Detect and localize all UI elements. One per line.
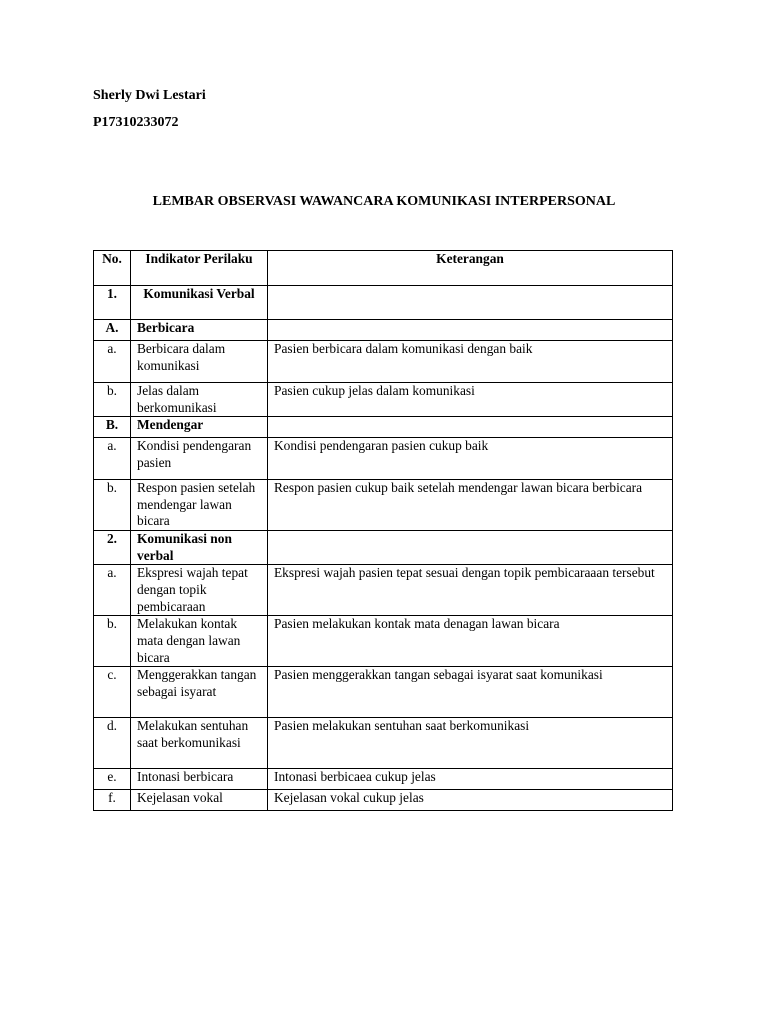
- table-row: [94, 790, 673, 811]
- table-row: [94, 383, 673, 417]
- table-row: [94, 286, 673, 320]
- student-id: P17310233072: [93, 115, 179, 130]
- row-keterangan: Pasien melakukan sentuhan saat berkomunikasi: [268, 718, 673, 769]
- row-indikator: Melakukan kontak mata dengan lawan bicara: [131, 616, 268, 667]
- student-name: Sherly Dwi Lestari: [93, 88, 206, 103]
- row-indikator: Melakukan sentuhan saat berkomunikasi: [131, 718, 268, 769]
- row-no: f.: [94, 790, 131, 811]
- row-keterangan: Intonasi berbicaea cukup jelas: [268, 769, 673, 790]
- row-no: b.: [94, 616, 131, 667]
- row-keterangan: [268, 417, 673, 438]
- table-row: [94, 616, 673, 667]
- table-row: [94, 480, 673, 531]
- row-indikator: Komunikasi non verbal: [131, 531, 268, 565]
- column-header-keterangan: Keterangan: [268, 251, 673, 286]
- row-no: A.: [94, 320, 131, 341]
- row-indikator: Jelas dalam berkomunikasi: [131, 383, 268, 417]
- table-row: [94, 667, 673, 718]
- row-indikator: Kejelasan vokal: [131, 790, 268, 811]
- row-keterangan: Pasien melakukan kontak mata denagan lawan bicara: [268, 616, 673, 667]
- column-header-no: No.: [94, 251, 131, 286]
- table-header-row: [94, 251, 673, 286]
- row-no: a.: [94, 565, 131, 616]
- table-row: [94, 769, 673, 790]
- row-keterangan: [268, 286, 673, 320]
- row-indikator: Berbicara: [131, 320, 268, 341]
- observation-table: [93, 250, 673, 811]
- table-row: [94, 438, 673, 480]
- document-title: LEMBAR OBSERVASI WAWANCARA KOMUNIKASI INTERPERSONAL: [152, 194, 616, 209]
- row-no: 1.: [94, 286, 131, 320]
- row-keterangan: Kondisi pendengaran pasien cukup baik: [268, 438, 673, 480]
- row-indikator: Menggerakkan tangan sebagai isyarat: [131, 667, 268, 718]
- table-row: [94, 341, 673, 383]
- row-indikator: Ekspresi wajah tepat dengan topik pembicaraan: [131, 565, 268, 616]
- row-indikator: Intonasi berbicara: [131, 769, 268, 790]
- row-no: b.: [94, 480, 131, 531]
- row-keterangan: Pasien berbicara dalam komunikasi dengan baik: [268, 341, 673, 383]
- row-indikator: Respon pasien setelah mendengar lawan bicara: [131, 480, 268, 531]
- row-no: 2.: [94, 531, 131, 565]
- row-keterangan: Kejelasan vokal cukup jelas: [268, 790, 673, 811]
- row-no: d.: [94, 718, 131, 769]
- row-keterangan: [268, 320, 673, 341]
- table-row: [94, 417, 673, 438]
- table-row: [94, 320, 673, 341]
- row-indikator: Berbicara dalam komunikasi: [131, 341, 268, 383]
- row-keterangan: Ekspresi wajah pasien tepat sesuai dengan topik pembicaraaan tersebut: [268, 565, 673, 616]
- row-keterangan: Pasien menggerakkan tangan sebagai isyarat saat komunikasi: [268, 667, 673, 718]
- row-no: b.: [94, 383, 131, 417]
- column-header-indikator: Indikator Perilaku: [131, 251, 268, 286]
- row-keterangan: Respon pasien cukup baik setelah mendengar lawan bicara berbicara: [268, 480, 673, 531]
- table-row: [94, 531, 673, 565]
- table-row: [94, 718, 673, 769]
- row-indikator: Kondisi pendengaran pasien: [131, 438, 268, 480]
- row-indikator: Mendengar: [131, 417, 268, 438]
- row-no: e.: [94, 769, 131, 790]
- row-no: a.: [94, 438, 131, 480]
- row-keterangan: Pasien cukup jelas dalam komunikasi: [268, 383, 673, 417]
- row-no: c.: [94, 667, 131, 718]
- row-no: a.: [94, 341, 131, 383]
- table-row: [94, 565, 673, 616]
- row-keterangan: [268, 531, 673, 565]
- row-indikator: Komunikasi Verbal: [131, 286, 268, 320]
- row-no: B.: [94, 417, 131, 438]
